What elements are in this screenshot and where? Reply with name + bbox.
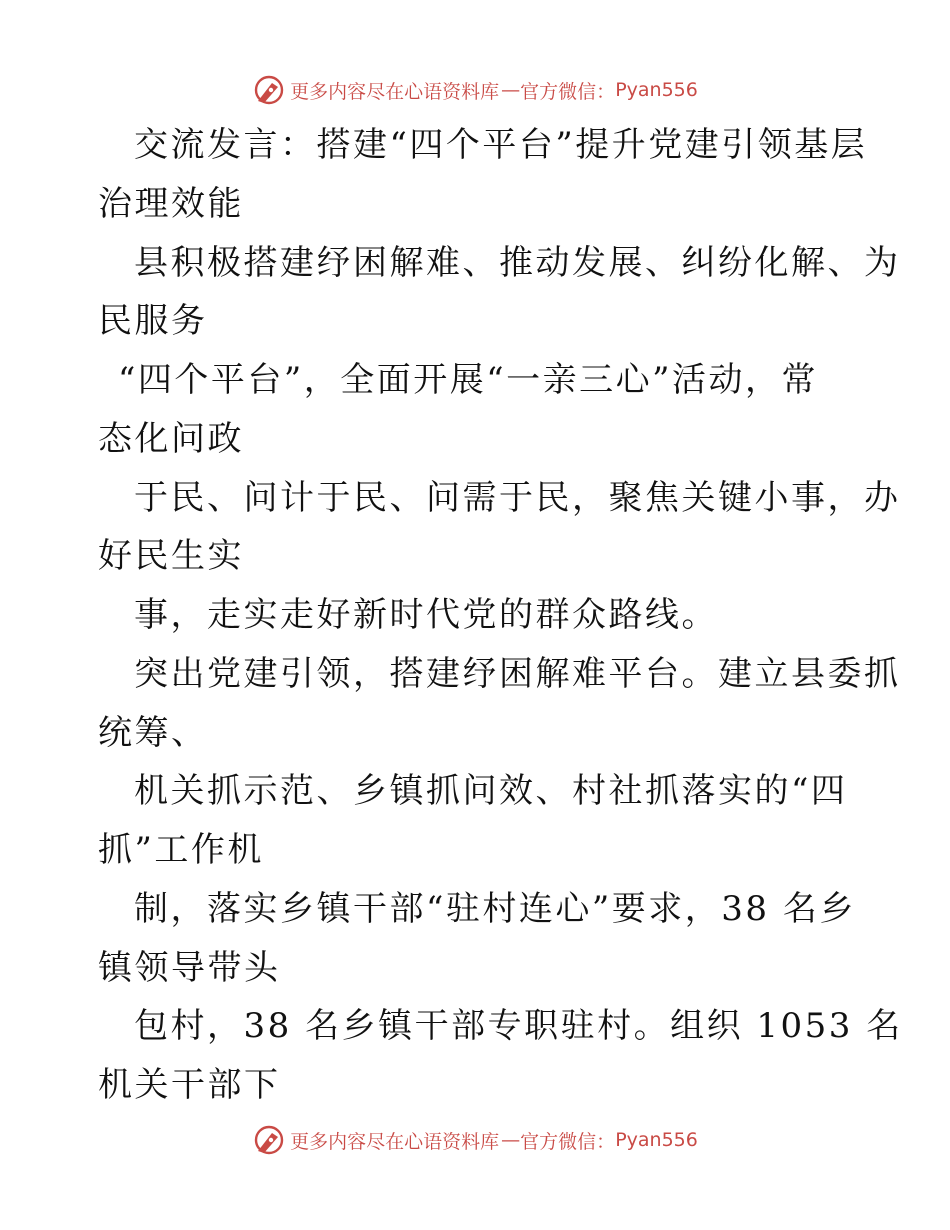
watermark-account: Pyan556 [615,1129,698,1151]
text-line: 交流发言：搭建“四个平台”提升党建引领基层 [134,125,868,165]
footer-watermark [0,1120,950,1160]
text-line: 包村，38 名乡镇干部专职驻村。组织 1053 名 [134,1006,903,1046]
watermark-suffix: 官方微信： [520,80,616,103]
watermark-text: 更多内容尽在心语资料库 [290,80,500,103]
text-line: “四个平台”，全面开展“一亲三心”活动，常 [118,360,819,400]
text-line: 事，走实走好新时代党的群众路线。 [134,595,718,635]
text-line: 统筹、 [98,713,208,753]
watermark-dash: — [501,1129,519,1151]
text-line: 好民生实 [98,536,244,576]
text-line: 镇领导带头 [98,948,281,988]
text-line: 民服务 [98,301,208,341]
text-line: 治理效能 [98,184,244,224]
watermark-account: Pyan556 [615,79,698,101]
pen-nib-circle-icon [252,1123,286,1157]
text-line: 制，落实乡镇干部“驻村连心”要求，38 名乡 [134,889,856,929]
text-line: 态化问政 [98,419,244,459]
text-line: 机关干部下 [98,1065,281,1105]
text-line: 于民、问计于民、问需于民，聚焦关键小事，办 [134,478,901,518]
text-line: 突出党建引领，搭建纾困解难平台。建立县委抓 [134,654,901,694]
text-line: 抓”工作机 [98,830,264,870]
watermark-suffix: 官方微信： [520,1130,616,1153]
text-line: 县积极搭建纾困解难、推动发展、纠纷化解、为 [134,243,901,283]
text-line: 机关抓示范、乡镇抓问效、村社抓落实的“四 [134,771,848,811]
watermark-dash: — [501,79,519,101]
watermark-text: 更多内容尽在心语资料库 [290,1130,500,1153]
